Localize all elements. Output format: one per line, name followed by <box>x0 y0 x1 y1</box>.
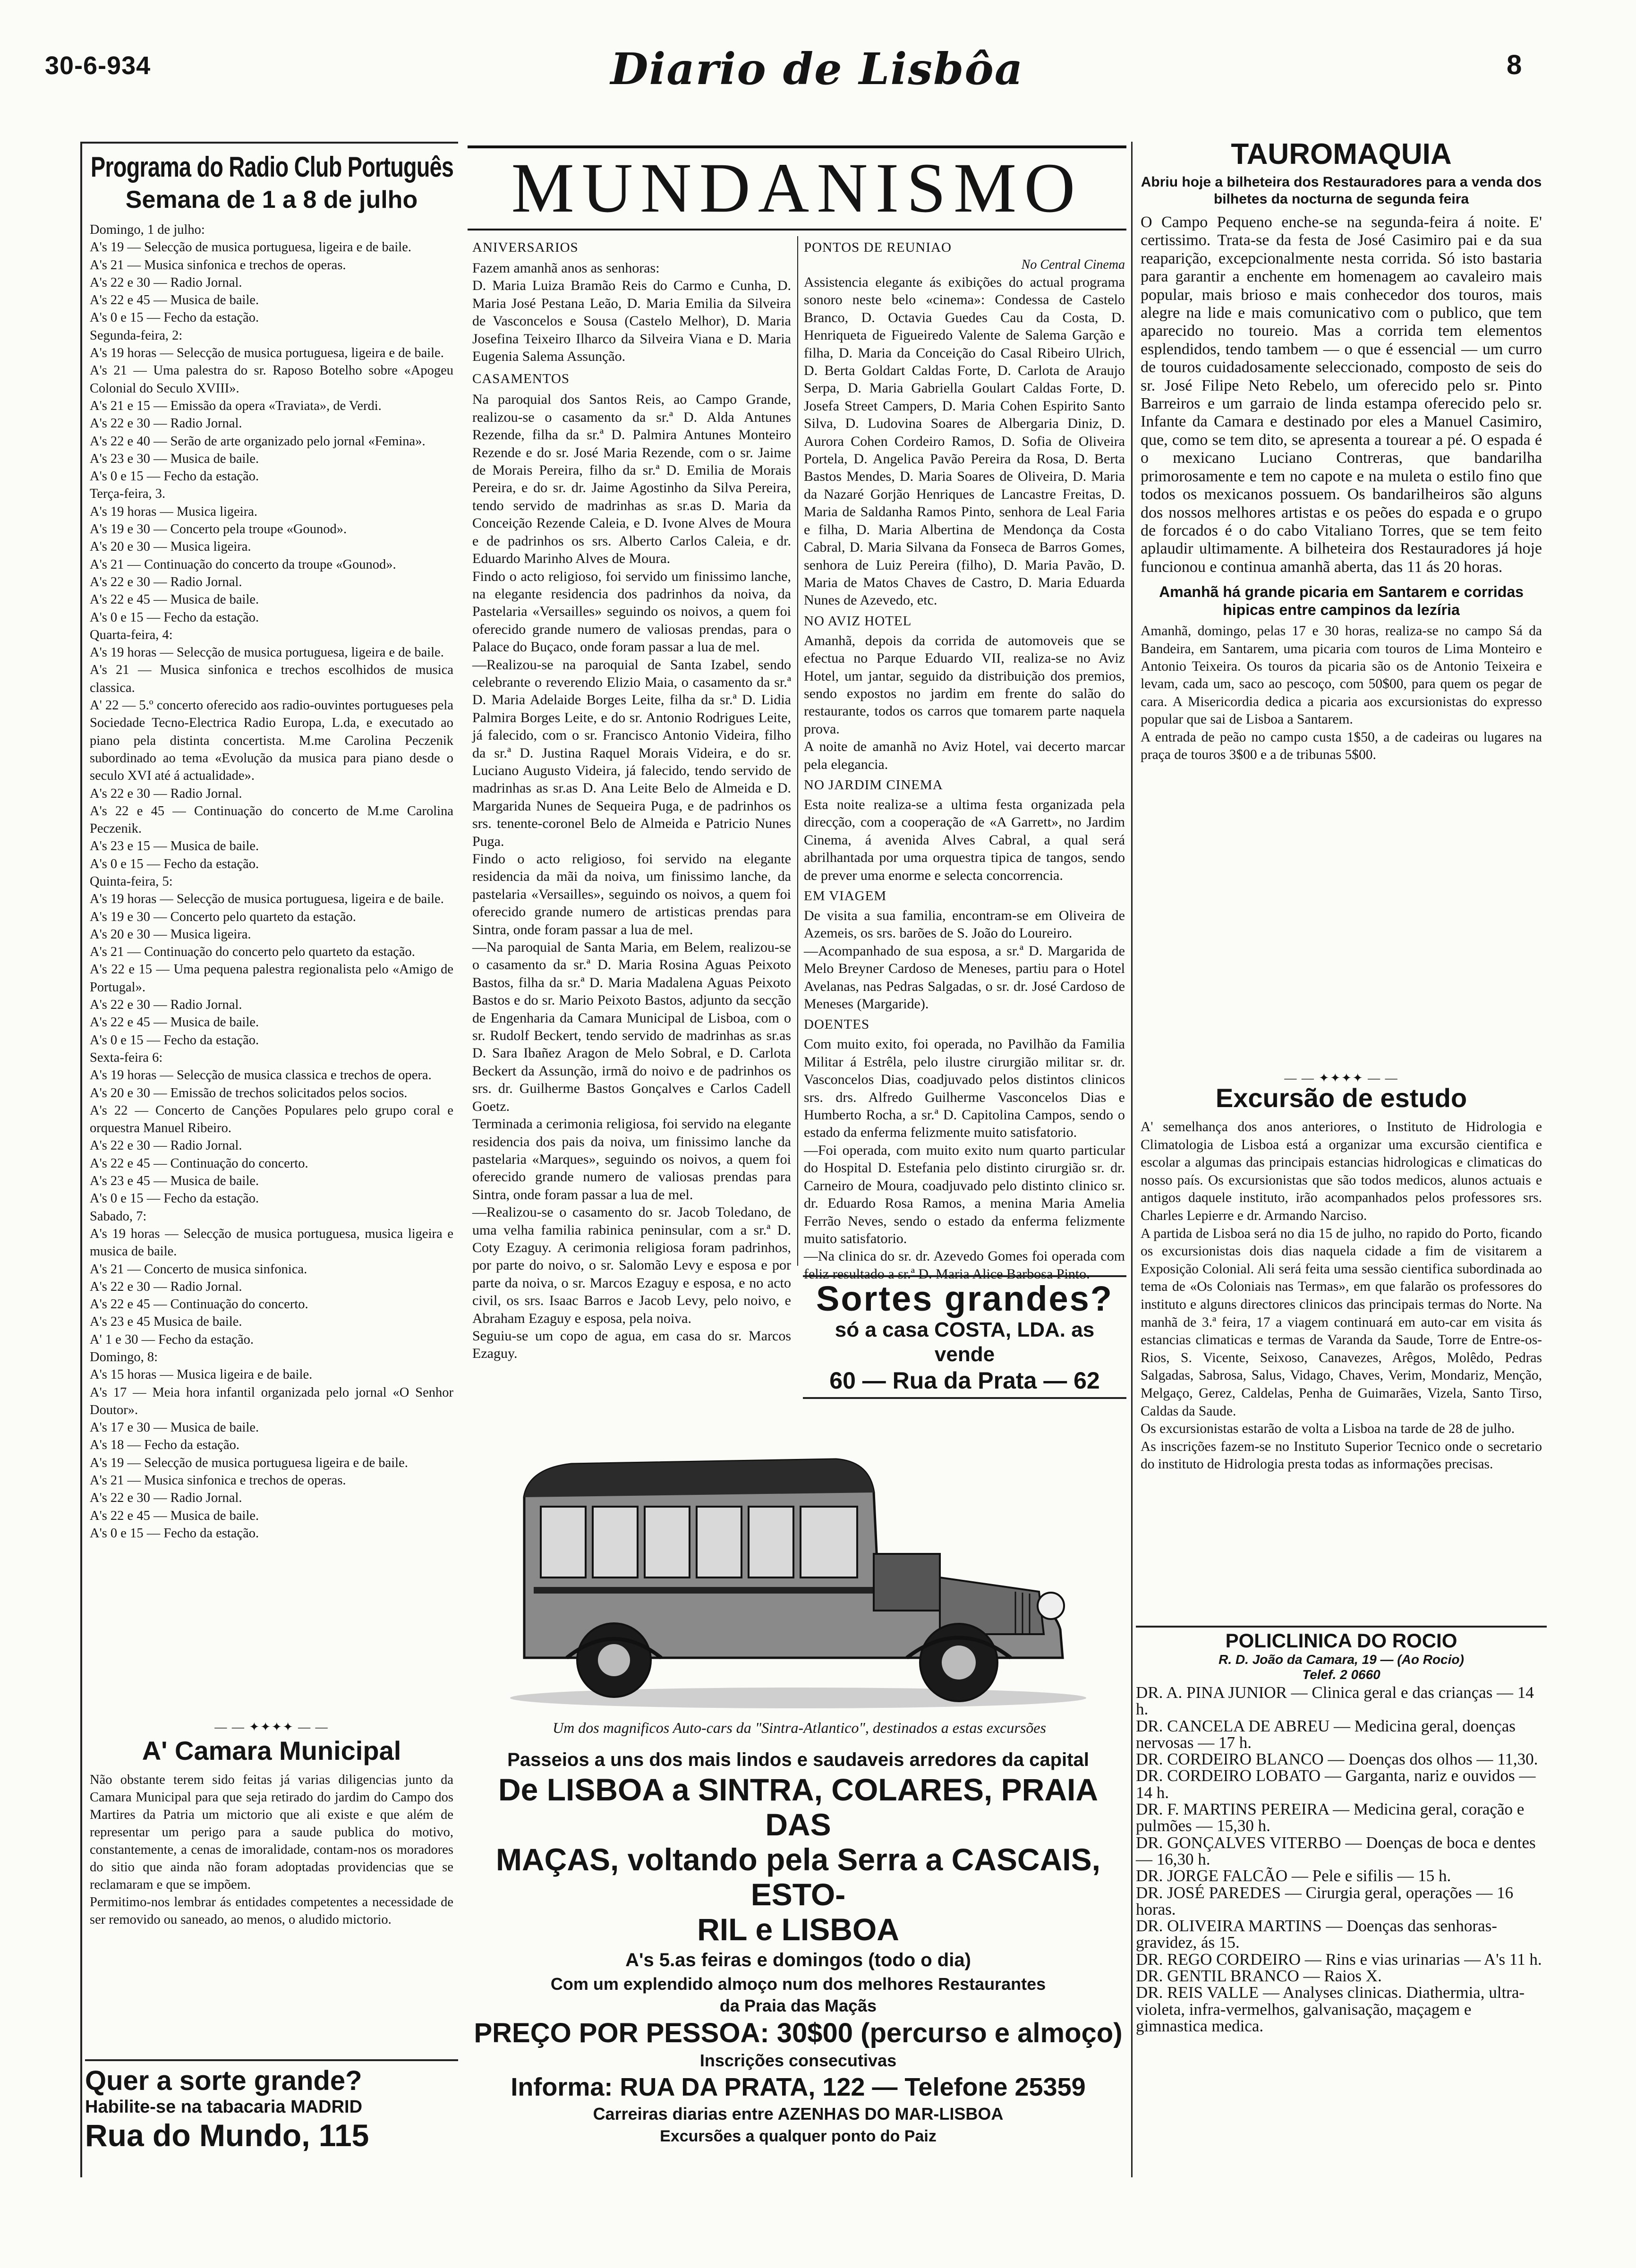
excursao-title: Excursão de estudo <box>1215 1083 1467 1113</box>
tauromaquia-body: O Campo Pequeno enche-se na segunda-feira á noite. E' certissimo. Trata-se da festa de José Casimiro pai e da sua reaparição, excepcionalmente nesta corrida. Só isto bastaria para garantir a enchente em homenagem ao cavaleiro mais popular, mais brioso e mais conhecedor dos touros, mais alegre na lide e mais comunicativo com o publico, que tem aparecido no toureio. Mas a corrida tem elementos esplendidos, tendo tambem — o que é essencial — um curro de touros cuidadosamente seleccionado, composto de seis do sr. José Filipe Neto Rebelo, um oferecido pelo sr. Pinto Barreiros e um garraio de linda estampa oferecido pelo sr. Infante da Camara e destinado por eles a Manuel Casimiro, que, como se tem dito, se apresenta a tourear a pé. O espada é o mexicano Luciano Contreras, que bandarilha primorosamente e tem no capote e na muleta o estilo fino que todos os mexicanos possuem. Os bandarilheiros são alguns dos nossos melhores artistas e os peões do espada e o grupo de forcados é o do cabo Vitaliano Torres, que se tem feito aplaudir ultimamente. A bilheteira dos Restauradores já hoje funcionou e continua amanhã aberta, das 11 ás 20 horas. <box>1141 213 1546 576</box>
bus-caption: Um dos magnificos Auto-cars da "Sintra-Atlantico", destinados a estas excursões <box>553 1719 1046 1736</box>
bus-ad-line7: da Praia das Maçãs <box>719 1996 877 2015</box>
mundanismo-title: MUNDANISMO <box>511 149 1083 227</box>
camara-article <box>90 1734 453 1928</box>
aniversarios-heading: ANIVERSARIOS <box>472 240 579 255</box>
policlinica-ad <box>1136 1626 1547 2034</box>
bus-ad-line5: A's 5.as feiras e domingos (todo o dia) <box>625 1950 971 1970</box>
mundanismo-col1 <box>472 239 791 1363</box>
radio-program <box>90 151 453 1542</box>
sorte-ad-line3: Rua do Mundo, 115 <box>85 2118 369 2153</box>
jardim-body: Esta noite realiza-se a ultima festa organizada pela direcção, com a cooperação de «A Garrett», no Jardim Cinema, á avenida Alves Cabral, a qual será abrilhantada por uma orquestra tipica de tangos, sendo de prever uma enorme e selecta concorrencia. <box>804 796 1129 883</box>
policlinica-address: R. D. João da Camara, 19 — (Ao Rocio) <box>1218 1652 1464 1667</box>
mundanismo-col2 <box>804 239 1129 1283</box>
cinema-heading: No Central Cinema <box>1021 257 1125 272</box>
bus-ad-line12: Excursões a qualquer ponto do Paiz <box>660 2127 937 2145</box>
column-divider <box>797 236 798 1266</box>
bus-ad-line3: MAÇAS, voltando pela Serra a CASCAIS, ESTO- <box>496 1842 1100 1912</box>
picaria-body: Amanhã, domingo, pelas 17 e 30 horas, realiza-se no campo Sá da Bandeira, em Santarem, uma picaria com touros de Lima Monteiro e Antonio Teixeira. Os touros da picaria são os de Antonio Teixeira e levam, cada um, saco ao pescoço, com 50$00, para quem os pegar de cara. A Misericordia dedica a picaria aos excursionistas do expresso popular que sai de Lisboa a Santarem. A entrada de peão no campo custa 1$50, a de cadeiras ou lugares na praça de touros 3$00 e a de tribunas 5$00. <box>1141 623 1542 762</box>
tauromaquia-title: TAUROMAQUIA <box>1231 138 1452 171</box>
newspaper-title: Diario de Lisbôa <box>610 43 1024 94</box>
tauromaquia-subtitle: Abriu hoje a bilheteira dos Restauradores para a venda dos bilhetes da nocturna de segunda feira <box>1141 174 1542 207</box>
bus-illustration <box>496 1436 1100 1714</box>
cinema-body: Assistencia elegante ás exibições do actual programa sonoro neste belo «cinema»: Condessa de Castelo Branco, D. Octavia Guedes Cau da Costa, D. Henriqueta de Figueiredo Valente de Salema Garção e filha, D. Maria da Conceição do Casal Ribeiro Ulrich, D. Berta Goldart Caldas Forte, D. Carlota de Araujo Serpa, D. Maria Gabriella Goulart Caldas Forte, D. Josefa Street Campers, D. Maria Cohen Espirito Santo Silva, D. Ludovina Soares de Albergaria Diniz, D. Aurora Cohen Cordeiro Ramos, D. Sofia de Oliveira Portela, D. Angelica Pavão Pereira da Rosa, D. Berta Bastos Mendes, D. Maria Soares de Oliveira, D. Maria da Nazaré Gorjão Henriques de Lancastre Freitas, D. Maria de Saldanha Ramos Pinto, senhora de Leal Faria e filha, D. Maria Albertina de Mendonça da Costa Cabral, D. Maria Silvana da Fonseca de Barros Gomes, senhora de Luiz Pereira (filho), D. Maria Pavão, D. Maria de Matos Chaves de Castro, D. Maria Eduarda Nunes de Azevedo, etc. <box>804 274 1129 608</box>
bus-ad-line9: Inscrições consecutivas <box>699 2051 897 2070</box>
sortes-line2: só a casa COSTA, LDA. as vende <box>835 1318 1095 1366</box>
bus-ad-line11: Carreiras diarias entre AZENHAS DO MAR-LISBOA <box>593 2104 1004 2123</box>
camara-title: A' Camara Municipal <box>142 1736 401 1765</box>
bus-ad-line1: Passeios a uns dos mais lindos e saudaveis arredores da capital <box>507 1749 1089 1770</box>
excursao-body: A' semelhança dos anos anteriores, o Instituto de Hidrologia e Climatologia de Lisboa está a organizar uma excursão cientifica e escolar a algumas das principais estancias hidrologicas e climaticas do nosso país. Os excursionistas que são todos medicos, alunos actuais e antigos daquele instituto, irão acompanhados pelos professores srs. Charles Lepierre e dr. Armando Narciso. A partida de Lisboa será no dia 15 de julho, no rapido do Porto, ficando os excursionistas dois dias naquela cidade a fim de visitarem a Exposição Colonial. Ali será feita uma sessão cientifica subordinada ao tema de «Os Coloniais nas Termas», em que falarão os professores do instituto e alguns directores clinicos das principais termas do Norte. Na manhã de 3.ª feira, 17 a viagem continuará em auto-car em visita ás estancias climaticas e termas de Varanda da Saude, Torre de Entre-os-Rios, S. Vicente, Seixoso, Canavezes, Arêgos, Molêdo, Pedras Salgadas, Sabrosa, Salus, Vidago, Chaves, Verim, Mondariz, Menção, Melgaço, Gerez, Caldelas, Penha de Guimarães, Vizela, Santo Tirso, Caldas da Saude. Os excursionistas estarão de volta a Lisboa na tarde de 28 de julho. As inscrições fazem-se no Instituto Superior Tecnico onde o secretario do instituto de Hidrologia presta todas as informações precisas. <box>1141 1119 1542 1472</box>
jardim-heading: NO JARDIM CINEMA <box>804 777 943 793</box>
aniversarios-body: Fazem amanhã anos as senhoras: D. Maria Luiza Bramão Reis do Carmo e Cunha, D. Maria José Pestana Leão, D. Maria Emilia da Silveira de Vasconcelos e Sousa (Castelo Melhor), D. Maria Josefina Teixeiro Ilharco da Silveira Viana e D. Maria Eugenia Salema Assunção. <box>472 260 791 365</box>
picaria-heading: Amanhã há grande picaria em Santarem e corridas hipicas entre campinos da lezíria <box>1159 583 1524 619</box>
bus-ad-line6: Com um explendido almoço num dos melhores Restaurantes <box>550 1974 1046 1994</box>
policlinica-title: POLICLINICA DO ROCIO <box>1225 1629 1457 1652</box>
bus-ad <box>468 1748 1129 2147</box>
aviz-heading: NO AVIZ HOTEL <box>804 613 912 629</box>
sorte-ad-line1: Quer a sorte grande? <box>85 2065 362 2096</box>
sorte-ad-line2: Habilite-se na tabacaria MADRID <box>85 2097 363 2117</box>
sortes-ad <box>803 1275 1126 1399</box>
masthead <box>0 0 1636 109</box>
policlinica-tel: Telef. 2 0660 <box>1302 1667 1380 1682</box>
mundanismo-rule-bottom <box>468 229 1126 230</box>
right-column-divider <box>1131 142 1133 2177</box>
pontos-heading: PONTOS DE REUNIAO <box>804 240 952 255</box>
doentes-heading: DOENTES <box>804 1017 870 1032</box>
bus-ad-line8: PREÇO POR PESSOA: 30$00 (percurso e almoço) <box>474 2018 1123 2048</box>
viagem-heading: EM VIAGEM <box>804 888 887 904</box>
casamentos-body: Na paroquial dos Santos Reis, ao Campo Grande, realizou-se o casamento da sr.ª D. Alda Antunes Rezende, filha da sr.ª D. Palmira Antunes Monteiro Rezende e do sr. José Maria Rezende, com o sr. Jaime de Morais Pereira, filho da sr.ª D. Emilia de Morais Pereira, e do sr. dr. Jaime Agostinho da Silva Pereira, tendo servido de madrinhas as sr.as D. Maria da Conceição Rezende Caleia, e D. Ivone Alves de Moura e de padrinhos os srs. Alberto Carlos Caleia, e dr. Eduardo Marinho Alves de Moura. Findo o acto religioso, foi servido um finissimo lanche, na elegante residencia dos padrinhos da noiva, da Pastelaria «Versailles» seguindo os noivos, a quem foi oferecido grande numero de valiosas prendas, para o Palace do Buçaco, onde foram passar a lua de mel. —Realizou-se na paroquial de Santa Izabel, sendo celebrante o reverendo Elizio Maia, o casamento da sr.ª D. Maria Adelaide Borges Leite, filha da sr.ª D. Lidia Palmira Borges Leite, e do sr. Antonio Rodrigues Leite, já falecido, com o sr. Francisco Antonio Videira, filho da sr.ª D. Justina Raquel Morais Videira, e do sr. Luciano Augusto Videira, já falecido, tendo servido de madrinhas as sr.as D. Ana Leite Belo de Almeida e D. Margarida Nunes de Sequeira Puga, e de padrinhos os srs. tenente-coronel Belo de Almeida e Patricio Nunes Puga. Findo o acto religioso, foi servido na elegante residencia da mãi da noiva, um finissimo lanche, da pastelaria «Versailles», seguindo os noivos, a quem foi oferecido grande numero de artisticas prendas para Sintra, onde foram passar a lua de mel. —Na paroquial de Santa Maria, em Belem, realizou-se o casamento da sr.ª D. Maria Rosina Aguas Peixoto Bastos, filha da sr.ª D. Maria Madalena Aguas Peixoto Bastos e do sr. Mario Peixoto Bastos, adjunto da secção de Engenharia da Camara Municipal de Lisboa, com o sr. Rudolf Beckert, tendo servido de madrinhas as sr.as D. Sara Ibañez Aragon de Melo Sobral, e D. Carlota Beckert da Assunção, irmã do noivo e de padrinhos os srs. dr. Guilherme Bastos Gonçalves e Carlos Cadell Goetz. Terminada a cerimonia religiosa, foi servido na elegante residencia dos pais da noiva, um finissimo lanche da pastelaria «Marques», seguindo os noivos, a quem foi oferecido grande numero de valiosas prendas para Sintra, onde foram passar a lua de mel. —Realizou-se o casamento do sr. Jacob Toledano, de uma velha familia rabinica peninsular, com a sr.ª D. Coty Ezaguy. A cerimonia religiosa foram padrinhos, por parte do noivo, o sr. Salomão Levy e esposa e por parte da noiva, o sr. Marcos Ezaguy e esposa, e no acto civil, os srs. Isaac Barros e Jacob Levy, pelo noivo, e Abraham Ezaguy e esposa, pela noiva. Seguiu-se um copo de agua, em casa do sr. Marcos Ezaguy. <box>472 392 791 1362</box>
bus-ad-line4: RIL e LISBOA <box>697 1912 899 1947</box>
tauromaquia-article <box>1141 137 1546 764</box>
casamentos-heading: CASAMENTOS <box>472 371 570 387</box>
camara-body: Não obstante terem sido feitas já varias diligencias junto da Camara Municipal para que seja retirado do jardim do Campo dos Martires da Patria um mictorio que ali existe e que além de representar um perigo para a saude publica do motivo, constantemente, a cenas de imoralidade, contam-nos os moradores do sitio que ainda não foram adoptadas providencias que se reclamaram e que se impõem. Permitimo-nos lembrar ás entidades competentes a necessidade de ser removido ou saneado, ao menos, o aludido mictorio. <box>90 1773 453 1927</box>
radio-subtitle: Semana de 1 a 8 de julho <box>125 186 418 213</box>
aviz-body: Amanhã, depois da corrida de automoveis que se efectua no Parque Eduardo VII, realiza-se no Aviz Hotel, um jantar, seguido da distribuição dos premios, sendo expostos no jardim em frente do salão do restaurante, todos os carros que tomarem parte naquela prova. A noite de amanhã no Aviz Hotel, vai decerto marcar pela elegancia. <box>804 632 1125 772</box>
sorte-ad <box>85 2059 458 2153</box>
doentes-body: Com muito exito, foi operada, no Pavilhão da Familia Militar á Estrêla, pelo ilustre cirurgião militar sr. dr. Vasconcelos Dias, coadjuvado pelos distintos clinicos srs. drs. Alfredo Guilherme Vasconcelos Dias e Humberto Rocha, a sr.ª D. Capitolina Campos, sendo o estado da enferma felizmente muito satisfatorio. —Foi operada, com muito exito num quarto particular do Hospital D. Estefania pelo distinto cirurgião sr. dr. Carneiro de Moura, coadjuvado pelo distinto clinico sr. dr. Eduardo Rosa Ramos, a menina Maria Amelia Ferrão Neves, sendo o estado da enferma felizmente muito satisfatorio. —Na clinica do sr. dr. Azevedo Gomes foi operada com feliz resultado a sr.ª D. Maria Alice Barbosa Pinto. <box>804 1036 1125 1282</box>
policlinica-body: DR. A. PINA JUNIOR — Clinica geral e das crianças — 14 h. DR. CANCELA DE ABREU — Medicina geral, doenças nervosas — 17 h. DR. CORDEIRO BLANCO — Doenças dos olhos — 11,30. DR. CORDEIRO LOBATO — Garganta, nariz e ouvidos — 14 h. DR. F. MARTINS PEREIRA — Medicina geral, coração e pulmões — 15,30 h. DR. GONÇALVES VITERBO — Doenças de boca e dentes — 16,30 h. DR. JORGE FALCÃO — Pele e sifilis — 15 h. DR. JOSÉ PAREDES — Cirurgia geral, operações — 16 horas. DR. OLIVEIRA MARTINS — Doenças das senhoras-gravidez, ás 15. DR. REGO CORDEIRO — Rins e vias urinarias — A's 11 h. DR. GENTIL BRANCO — Raios X. DR. REIS VALLE — Analyses clinicas. Diathermia, ultra-violeta, infra-vermelhos, galvanisação, maçagem e gimnastica medica. <box>1136 1683 1542 2035</box>
excursao-article <box>1141 1082 1542 1474</box>
ornament-separator-2: — — ✦✦✦✦ — — <box>1284 1071 1398 1085</box>
viagem-body: De visita a sua familia, encontram-se em Oliveira de Azemeis, os srs. barões de S. João do Loureiro. —Acompanhado de sua esposa, a sr.ª D. Margarida de Melo Breyner Cardoso de Meneses, partiu para o Hotel Avelanas, nas Pedras Salgadas, o sr. dr. José Cardoso de Meneses (Margaride). <box>804 908 1125 1012</box>
mundanismo-rule-top <box>468 145 1126 148</box>
sortes-headline: Sortes grandes? <box>816 1279 1113 1318</box>
bus-ad-line2: De LISBOA a SINTRA, COLARES, PRAIA DAS <box>498 1772 1099 1842</box>
ornament-separator: — — ✦✦✦✦ — — <box>214 1720 329 1734</box>
radio-body: Domingo, 1 de julho: A's 19 — Selecção de musica portuguesa, ligeira e de baile. A's 21 — Musica sinfonica e trechos de operas. A's 22 e 30 — Radio Jornal. A's 22 e 45 — Musica de baile. A's 0 e 15 — Fecho da estação. Segunda-feira, 2: A's 19 horas — Selecção de musica portuguesa, ligeira e de baile. A's 21 — Uma palestra do sr. Raposo Botelho sobre «Apogeu Colonial do Seculo XVIII». A's 21 e 15 — Emissão da opera «Traviata», de Verdi. A's 22 e 30 — Radio Jornal. A's 22 e 40 — Serão de arte organizado pelo jornal «Femina». A's 23 e 30 — Musica de baile. A's 0 e 15 — Fecho da estação. Terça-feira, 3. A's 19 horas — Musica ligeira. A's 19 e 30 — Concerto pela troupe «Gounod». A's 20 e 30 — Musica ligeira. A's 21 — Continuação do concerto da troupe «Gounod». A's 22 e 30 — Radio Jornal. A's 22 e 45 — Musica de baile. A's 0 e 15 — Fecho da estação. Quarta-feira, 4: A's 19 horas — Selecção de musica portuguesa, ligeira e de baile. A's 21 — Musica sinfonica e trechos escolhidos de musica classica. A' 22 — 5.º concerto oferecido aos radio-ouvintes portugueses pela Sociedade Tecno-Electrica Radio Europa, L.da, e executado ao piano pela distinta concertista. M.me Carolina Peczenik subordinado ao tema «Evolução da musica para piano desde o seculo XVI até á actualidade». A's 22 e 30 — Radio Jornal. A's 22 e 45 — Continuação do concerto de M.me Carolina Peczenik. A's 23 e 15 — Musica de baile. A's 0 e 15 — Fecho da estação. Quinta-feira, 5: A's 19 horas — Selecção de musica portuguesa, ligeira e de baile. A's 19 e 30 — Concerto pelo quarteto da estação. A's 20 e 30 — Musica ligeira. A's 21 — Continuação do concerto pelo quarteto da estação. A's 22 e 15 — Uma pequena palestra regionalista pelo «Amigo de Portugal». A's 22 e 30 — Radio Jornal. A's 22 e 45 — Musica de baile. A's 0 e 15 — Fecho da estação. Sexta-feira 6: A's 19 horas — Selecção de musica classica e trechos de opera. A's 20 e 30 — Emissão de trechos solicitados pelos socios. A's 22 — Concerto de Canções Populares pelo grupo coral e orquestra Manuel Ribeiro. A's 22 e 30 — Radio Jornal. A's 22 e 45 — Continuação do concerto. A's 23 e 45 — Musica de baile. A's 0 e 15 — Fecho da estação. Sabado, 7: A's 19 horas — Selecção de musica portuguesa, musica ligeira e musica de baile. A's 21 — Concerto de musica sinfonica. A's 22 e 30 — Radio Jornal. A's 22 e 45 — Continuação do concerto. A's 23 e 45 Musica de baile. A' 1 e 30 — Fecho da estação. Domingo, 8: A's 15 horas — Musica ligeira e de baile. A's 17 — Meia hora infantil organizada pelo jornal «O Senhor Doutor». A's 17 e 30 — Musica de baile. A's 18 — Fecho da estação. A's 19 — Selecção de musica portuguesa ligeira e de baile. A's 21 — Musica sinfonica e trechos de operas. A's 22 e 30 — Radio Jornal. A's 22 e 45 — Musica de baile. A's 0 e 15 — Fecho da estação. <box>90 222 453 1541</box>
bus-ad-line10: Informa: RUA DA PRATA, 122 — Telefone 25359 <box>511 2073 1086 2101</box>
radio-title: Programa do Radio Club Português <box>91 151 454 183</box>
page-number: 8 <box>1507 50 1522 80</box>
issue-date: 30-6-934 <box>45 51 151 80</box>
sortes-line3: 60 — Rua da Prata — 62 <box>829 1367 1100 1394</box>
